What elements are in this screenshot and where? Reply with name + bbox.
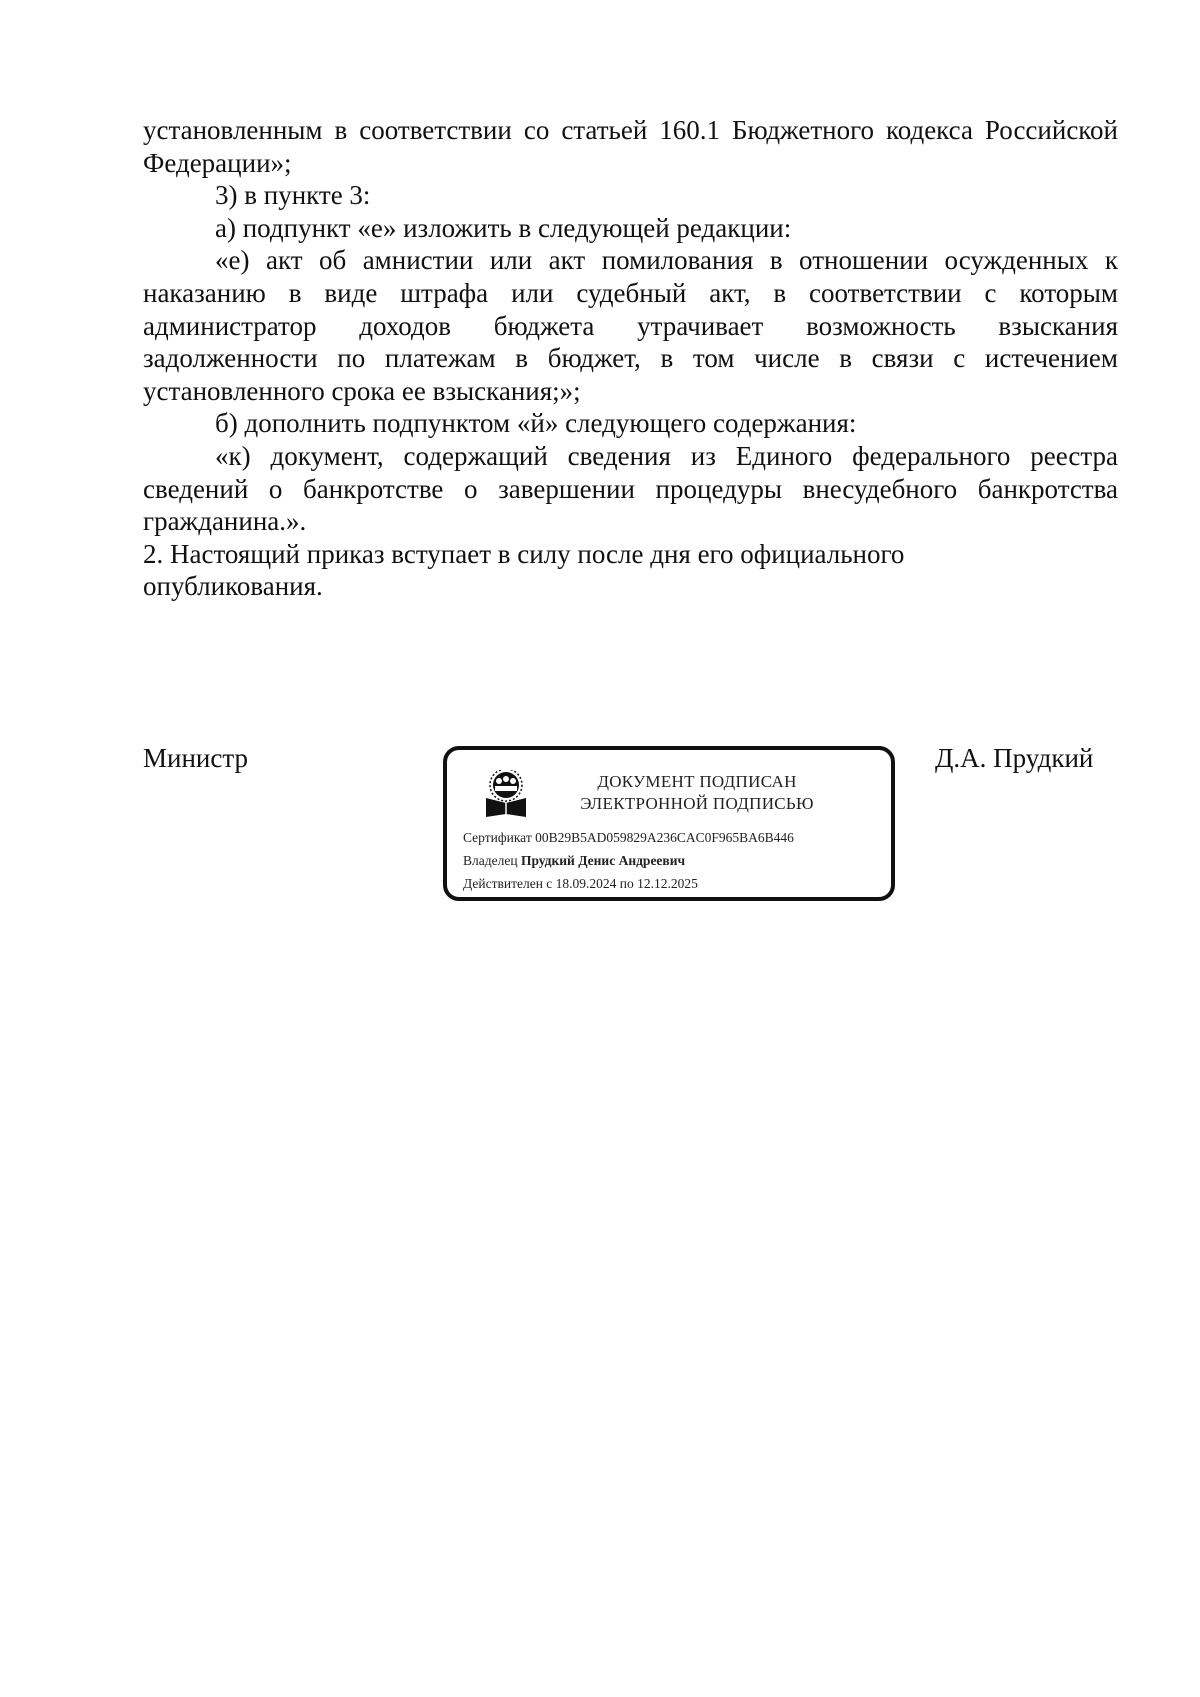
owner-row (463, 853, 685, 869)
paragraph-subitem-k-text: «к) документ, содержащий сведения из Единого федерального реестра сведений о банкротстве о завершении процедуры внесудебного банкротства гражданина.». (143, 440, 1118, 537)
certificate-row (463, 830, 794, 846)
owner-value: Прудкий Денис Андреевич (520, 853, 686, 868)
electronic-signature-stamp (443, 746, 895, 901)
paragraph-2-line-2: опубликования. (143, 571, 323, 602)
paragraph-subitem-b: б) дополнить подпунктом «й» следующего содержания: (215, 408, 857, 439)
signatory-name: Д.А. Прудкий (935, 743, 1094, 773)
validity-to-label: по (619, 876, 634, 891)
validity-row (463, 876, 698, 892)
paragraph-1: установленным в соответствии со статьей 160.1 Бюджетного кодекса Российской Федерации»; (143, 115, 1118, 178)
stamp-title-line-1: ДОКУМЕНТ ПОДПИСАН (597, 772, 797, 791)
paragraph-subitem-e-text: «е) акт об амнистии или акт помилования в отношении осужденных к наказанию в виде штрафа или судебный акт, в соответствии с которым администратор доходов бюджета утрачивает возможность взыскания задолженности по платежам в бюджет, в том числе в связи с истечением установленного срока ее взыскания;»; (143, 245, 1118, 406)
paragraph-2-line-1: 2. Настоящий приказ вступает в силу после дня его официального (143, 538, 905, 569)
valid-from-date: 18.09.2024 (555, 876, 617, 891)
regional-coat-of-arms-icon (483, 770, 529, 818)
certificate-label: Сертификат (463, 830, 532, 845)
validity-label: Действителен с (463, 876, 553, 891)
paragraph-item-3: 3) в пункте 3: (215, 180, 371, 211)
signatory-position: Министр (143, 743, 248, 773)
certificate-value: 00B29B5AD059829A236CAC0F965BA6B446 (535, 830, 794, 845)
owner-label: Владелец (463, 853, 518, 868)
paragraph-subitem-a: а) подпункт «е» изложить в следующей редакции: (215, 212, 792, 243)
stamp-title-line-2: ЭЛЕКТРОННОЙ ПОДПИСЬЮ (580, 794, 814, 813)
document-body (143, 114, 1118, 603)
valid-to-date: 12.12.2025 (637, 876, 698, 891)
